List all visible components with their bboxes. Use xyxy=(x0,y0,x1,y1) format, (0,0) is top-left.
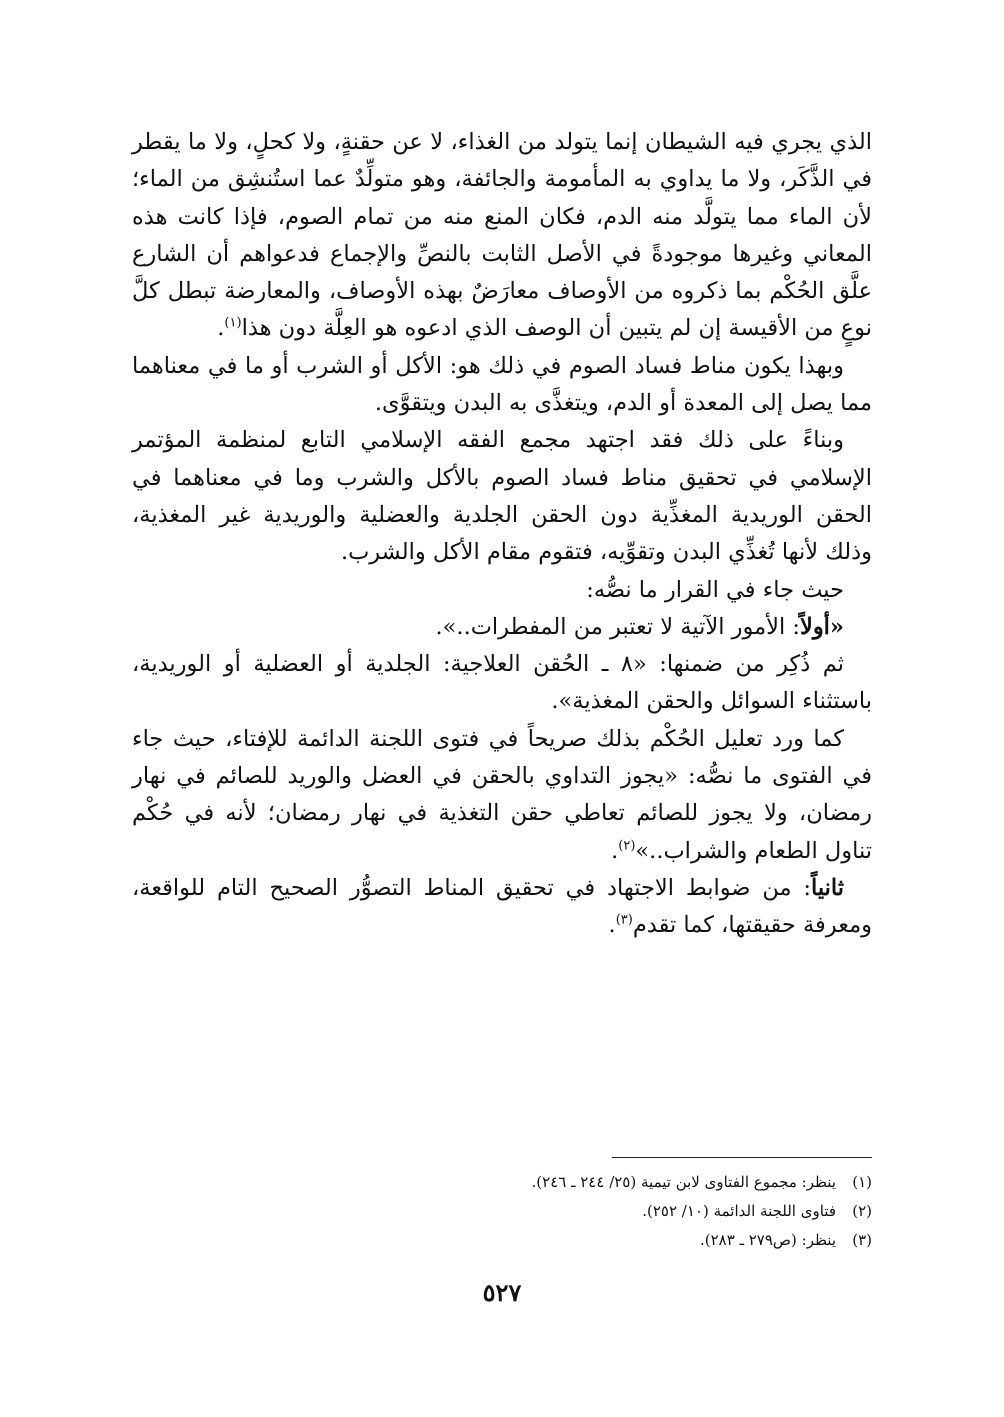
footnote-number: (٢) xyxy=(852,1202,872,1220)
footnote xyxy=(172,1226,872,1255)
footnote xyxy=(172,1168,872,1197)
footnote-text: ينظر: مجموع الفتاوى لابن تيمية (٢٥/ ٢٤٤ ـ ٢٤٦). xyxy=(531,1173,836,1191)
paragraph-text: ثم ذُكِر من ضمنها: «٨ ـ الحُقن العلاجية: الجلدية أو العضلية أو الوريدية، باستثناء السوائل والحقن المغذية». xyxy=(132,651,872,715)
footnote-ref[interactable]: (٣) xyxy=(615,912,633,928)
paragraph-tail: . xyxy=(611,837,619,864)
main-text xyxy=(132,124,872,945)
paragraph-tail: . xyxy=(217,315,225,342)
paragraph-lead: ثانياً xyxy=(810,874,844,901)
paragraph xyxy=(132,422,872,571)
paragraph xyxy=(132,124,872,348)
paragraph xyxy=(132,609,872,646)
paragraph-text: وبهذا يكون مناط فساد الصوم في ذلك هو: الأكل أو الشرب أو ما في معناهما مما يصل إلى المعدة أو الدم، ويتغذَّى به البدن ويتقوَّى. xyxy=(132,352,872,417)
paragraph xyxy=(132,870,872,945)
footnotes xyxy=(172,1168,872,1255)
paragraph xyxy=(132,348,872,423)
paragraph-text: الذي يجري فيه الشيطان إنما يتولد من الغذاء، لا عن حقنةٍ، ولا كحلٍ، ولا ما يقطر في الذَّكَر، ولا ما يداوي به المأمومة والجائفة، وهو متولِّدٌ عما استُنشِق من الماء؛ لأن الماء مما يتولَّد منه الدم، فكان المنع منه من تمام الصوم، فإذا كانت هذه المعاني وغيرها موجودةً في الأصل الثابت بالنصِّ والإجماع فدعواهم أن الشارع علَّق الحُكْم بما ذكروه من الأوصاف معارَضٌ بهذه الأوصاف، والمعارضة تبطل كلَّ نوعٍ من الأقيسة إن لم يتبين أن الوصف الذي ادعوه هو العِلَّة دون هذا xyxy=(132,129,872,342)
paragraph xyxy=(132,721,872,870)
footnote xyxy=(172,1197,872,1226)
paragraph-text: حيث جاء في القرار ما نصُّه: xyxy=(586,576,844,603)
paragraph xyxy=(132,646,872,721)
paragraph-text: : من ضوابط الاجتهاد في تحقيق المناط التصوُّر الصحيح التام للواقعة، ومعرفة حقيقتها، كما تقدم xyxy=(132,874,872,939)
paragraph xyxy=(132,572,872,609)
footnote-ref[interactable]: (١) xyxy=(224,315,242,331)
footnote-ref[interactable]: (٢) xyxy=(618,838,636,854)
footnote-separator xyxy=(612,1157,872,1158)
paragraph-text: وبناءً على ذلك فقد اجتهد مجمع الفقه الإسلامي التابع لمنظمة المؤتمر الإسلامي في تحقيق مناط فساد الصوم بالأكل والشرب وما في معناهما في الحقن الوريدية المغذِّية دون الحقن الجلدية والعضلية والوريدية غير المغذية، وذلك لأنها تُغذِّي البدن وتقوِّيه، فتقوم مقام الأكل والشرب. xyxy=(132,427,872,566)
paragraph-text: : الأمور الآتية لا تعتبر من المفطرات..». xyxy=(435,613,800,640)
footnote-text: ينظر: (ص٢٧٩ ـ ٢٨٣). xyxy=(700,1231,836,1249)
paragraph-text: كما ورد تعليل الحُكْم بذلك صريحاً في فتوى اللجنة الدائمة للإفتاء، حيث جاء في الفتوى ما نصُّه: «يجوز التداوي بالحقن في العضل والوريد للصائم في نهار رمضان، ولا يجوز للصائم تعاطي حقن التغذية في نهار رمضان؛ لأنه في حُكْم تناول الطعام والشراب..» xyxy=(132,725,872,864)
paragraph-lead: «أولاً xyxy=(799,613,844,640)
footnote-number: (٣) xyxy=(852,1231,872,1249)
page-number: ٥٢٧ xyxy=(482,1278,522,1307)
footnote-text: فتاوى اللجنة الدائمة (١٠/ ٢٥٢). xyxy=(642,1202,836,1220)
footnote-number: (١) xyxy=(852,1173,872,1191)
paragraph-tail: . xyxy=(608,912,616,939)
